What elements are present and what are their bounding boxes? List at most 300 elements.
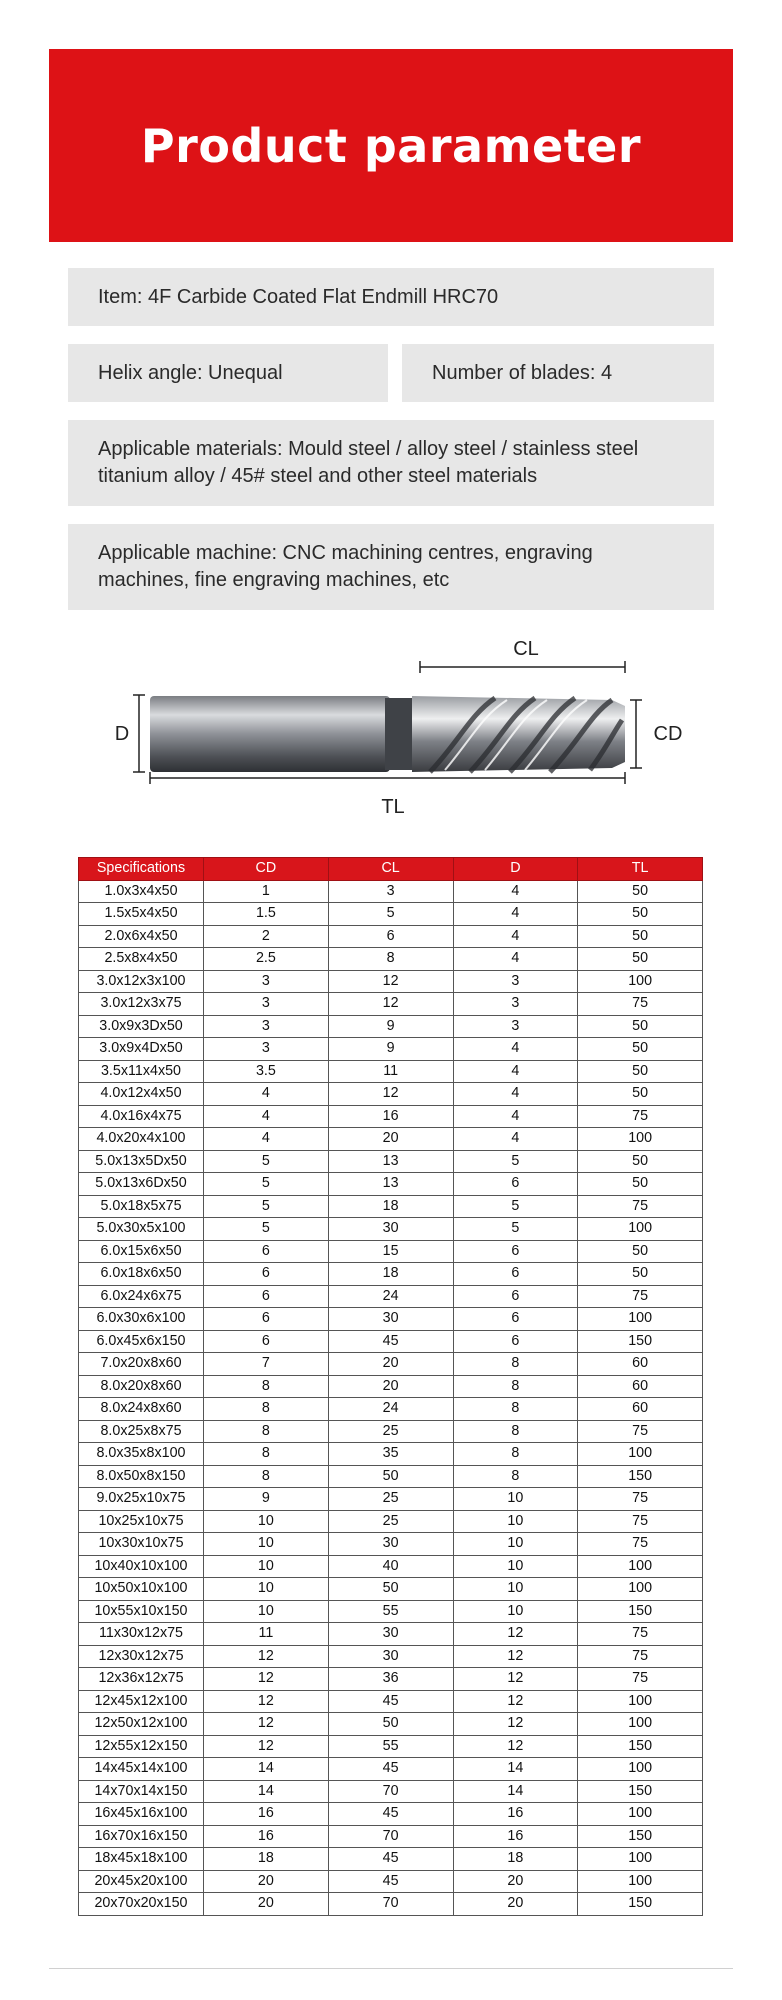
cell-cl: 55 xyxy=(328,1600,453,1623)
cell-tl: 75 xyxy=(578,1510,703,1533)
cell-specification: 8.0x35x8x100 xyxy=(79,1443,204,1466)
cell-specification: 10x25x10x75 xyxy=(79,1510,204,1533)
cell-d: 8 xyxy=(453,1375,578,1398)
header-cl: CL xyxy=(328,858,453,881)
cell-cd: 10 xyxy=(204,1578,329,1601)
cell-tl: 75 xyxy=(578,1105,703,1128)
table-row xyxy=(79,1263,703,1286)
cell-specification: 5.0x13x6Dx50 xyxy=(79,1173,204,1196)
cell-specification: 3.5x11x4x50 xyxy=(79,1060,204,1083)
table-row xyxy=(79,1758,703,1781)
cell-tl: 100 xyxy=(578,1443,703,1466)
item-text: Item: 4F Carbide Coated Flat Endmill HRC70 xyxy=(98,285,499,308)
cell-cl: 45 xyxy=(328,1690,453,1713)
table-row xyxy=(79,1893,703,1916)
cell-specification: 8.0x50x8x150 xyxy=(79,1465,204,1488)
cell-cd: 5 xyxy=(204,1150,329,1173)
cell-d: 4 xyxy=(453,1105,578,1128)
cell-cd: 16 xyxy=(204,1825,329,1848)
cell-cd: 6 xyxy=(204,1330,329,1353)
cell-cl: 45 xyxy=(328,1330,453,1353)
cell-cl: 45 xyxy=(328,1803,453,1826)
cell-cl: 55 xyxy=(328,1735,453,1758)
table-row xyxy=(79,1555,703,1578)
cell-d: 10 xyxy=(453,1533,578,1556)
cell-specification: 2.0x6x4x50 xyxy=(79,925,204,948)
cell-tl: 60 xyxy=(578,1375,703,1398)
cell-tl: 50 xyxy=(578,1263,703,1286)
cell-cl: 13 xyxy=(328,1173,453,1196)
endmill-neck xyxy=(385,698,415,770)
header-cd: CD xyxy=(204,858,329,881)
cell-cl: 25 xyxy=(328,1488,453,1511)
cell-specification: 7.0x20x8x60 xyxy=(79,1353,204,1376)
table-row xyxy=(79,1015,703,1038)
cell-tl: 50 xyxy=(578,1015,703,1038)
cell-tl: 50 xyxy=(578,1083,703,1106)
tl-label: TL xyxy=(381,796,405,818)
table-row xyxy=(79,1510,703,1533)
cell-specification: 20x45x20x100 xyxy=(79,1870,204,1893)
cell-tl: 100 xyxy=(578,1218,703,1241)
table-row xyxy=(79,1780,703,1803)
cell-tl: 150 xyxy=(578,1825,703,1848)
cell-d: 6 xyxy=(453,1173,578,1196)
table-row xyxy=(79,1285,703,1308)
cell-tl: 100 xyxy=(578,1758,703,1781)
cell-cd: 3 xyxy=(204,993,329,1016)
cell-specification: 18x45x18x100 xyxy=(79,1848,204,1871)
cell-specification: 10x40x10x100 xyxy=(79,1555,204,1578)
cell-cd: 4 xyxy=(204,1128,329,1151)
cell-tl: 100 xyxy=(578,1870,703,1893)
cell-tl: 50 xyxy=(578,925,703,948)
cell-cd: 2 xyxy=(204,925,329,948)
cell-specification: 12x55x12x150 xyxy=(79,1735,204,1758)
cell-cd: 11 xyxy=(204,1623,329,1646)
cell-specification: 5.0x13x5Dx50 xyxy=(79,1150,204,1173)
cell-cl: 36 xyxy=(328,1668,453,1691)
cell-tl: 50 xyxy=(578,1173,703,1196)
table-row xyxy=(79,1533,703,1556)
table-row xyxy=(79,1488,703,1511)
cell-specification: 12x30x12x75 xyxy=(79,1645,204,1668)
cell-specification: 12x45x12x100 xyxy=(79,1690,204,1713)
cell-specification: 5.0x30x5x100 xyxy=(79,1218,204,1241)
table-row xyxy=(79,1330,703,1353)
cell-cl: 24 xyxy=(328,1398,453,1421)
cell-tl: 50 xyxy=(578,948,703,971)
cell-d: 4 xyxy=(453,1038,578,1061)
cell-specification: 6.0x45x6x150 xyxy=(79,1330,204,1353)
cell-d: 10 xyxy=(453,1510,578,1533)
cell-cl: 40 xyxy=(328,1555,453,1578)
cell-tl: 50 xyxy=(578,1060,703,1083)
helix-panel xyxy=(68,344,388,402)
cell-cl: 12 xyxy=(328,993,453,1016)
cell-tl: 150 xyxy=(578,1780,703,1803)
cell-cd: 8 xyxy=(204,1465,329,1488)
cell-tl: 75 xyxy=(578,1195,703,1218)
cell-cd: 8 xyxy=(204,1398,329,1421)
cell-d: 5 xyxy=(453,1218,578,1241)
cell-d: 20 xyxy=(453,1893,578,1916)
cell-cl: 12 xyxy=(328,1083,453,1106)
cell-cl: 8 xyxy=(328,948,453,971)
cell-cl: 20 xyxy=(328,1128,453,1151)
cell-tl: 100 xyxy=(578,1578,703,1601)
table-row xyxy=(79,970,703,993)
header-tl: TL xyxy=(578,858,703,881)
cell-cl: 5 xyxy=(328,903,453,926)
cell-tl: 100 xyxy=(578,1848,703,1871)
cell-d: 8 xyxy=(453,1465,578,1488)
blades-count-text: Number of blades: 4 xyxy=(432,361,613,384)
endmill-dimension-diagram xyxy=(0,620,782,840)
cell-cl: 6 xyxy=(328,925,453,948)
cell-specification: 1.0x3x4x50 xyxy=(79,880,204,903)
table-row xyxy=(79,1038,703,1061)
machine-text-line1: Applicable machine: CNC machining centres, engraving xyxy=(98,542,593,564)
cell-cd: 14 xyxy=(204,1780,329,1803)
cell-cl: 30 xyxy=(328,1645,453,1668)
cell-cd: 4 xyxy=(204,1083,329,1106)
cell-d: 4 xyxy=(453,925,578,948)
cell-d: 6 xyxy=(453,1330,578,1353)
header-d: D xyxy=(453,858,578,881)
cell-tl: 75 xyxy=(578,1645,703,1668)
cl-label: CL xyxy=(513,638,539,660)
table-row xyxy=(79,1578,703,1601)
cell-cl: 3 xyxy=(328,880,453,903)
cell-tl: 150 xyxy=(578,1735,703,1758)
table-row xyxy=(79,948,703,971)
cell-specification: 3.0x12x3x75 xyxy=(79,993,204,1016)
cell-d: 4 xyxy=(453,880,578,903)
cell-specification: 10x50x10x100 xyxy=(79,1578,204,1601)
cell-d: 10 xyxy=(453,1600,578,1623)
cell-d: 10 xyxy=(453,1578,578,1601)
cell-cd: 6 xyxy=(204,1240,329,1263)
cell-specification: 9.0x25x10x75 xyxy=(79,1488,204,1511)
cell-d: 12 xyxy=(453,1690,578,1713)
cell-d: 12 xyxy=(453,1668,578,1691)
cell-d: 6 xyxy=(453,1263,578,1286)
page-header-banner xyxy=(49,49,733,242)
cell-d: 4 xyxy=(453,1128,578,1151)
table-row xyxy=(79,1825,703,1848)
cell-d: 4 xyxy=(453,1083,578,1106)
table-row xyxy=(79,1105,703,1128)
specifications-table xyxy=(78,857,703,1916)
cell-cl: 30 xyxy=(328,1623,453,1646)
cell-tl: 75 xyxy=(578,1285,703,1308)
cell-specification: 8.0x20x8x60 xyxy=(79,1375,204,1398)
cell-specification: 4.0x20x4x100 xyxy=(79,1128,204,1151)
cell-cl: 20 xyxy=(328,1375,453,1398)
cell-cl: 30 xyxy=(328,1218,453,1241)
cell-cd: 3.5 xyxy=(204,1060,329,1083)
table-row xyxy=(79,1308,703,1331)
cell-d: 8 xyxy=(453,1420,578,1443)
cell-cl: 18 xyxy=(328,1263,453,1286)
cell-d: 12 xyxy=(453,1623,578,1646)
cell-cl: 50 xyxy=(328,1713,453,1736)
table-row xyxy=(79,1735,703,1758)
cell-specification: 20x70x20x150 xyxy=(79,1893,204,1916)
cell-tl: 75 xyxy=(578,1488,703,1511)
cell-cd: 10 xyxy=(204,1533,329,1556)
cell-cl: 70 xyxy=(328,1825,453,1848)
cell-cd: 7 xyxy=(204,1353,329,1376)
cell-specification: 4.0x16x4x75 xyxy=(79,1105,204,1128)
cell-specification: 5.0x18x5x75 xyxy=(79,1195,204,1218)
cell-specification: 6.0x30x6x100 xyxy=(79,1308,204,1331)
table-row xyxy=(79,1690,703,1713)
cell-specification: 10x55x10x150 xyxy=(79,1600,204,1623)
cell-tl: 50 xyxy=(578,1240,703,1263)
cell-tl: 100 xyxy=(578,1308,703,1331)
d-label: D xyxy=(114,723,130,745)
table-row xyxy=(79,1623,703,1646)
cell-cd: 2.5 xyxy=(204,948,329,971)
cell-cl: 30 xyxy=(328,1308,453,1331)
cell-cl: 25 xyxy=(328,1510,453,1533)
cell-cd: 3 xyxy=(204,1038,329,1061)
cell-cl: 45 xyxy=(328,1848,453,1871)
cell-tl: 75 xyxy=(578,1668,703,1691)
cd-label: CD xyxy=(653,723,683,745)
cell-specification: 3.0x9x3Dx50 xyxy=(79,1015,204,1038)
cell-cd: 1.5 xyxy=(204,903,329,926)
table-row xyxy=(79,1600,703,1623)
cell-cl: 13 xyxy=(328,1150,453,1173)
cell-specification: 12x50x12x100 xyxy=(79,1713,204,1736)
cell-tl: 50 xyxy=(578,1150,703,1173)
cell-cd: 5 xyxy=(204,1218,329,1241)
cell-d: 16 xyxy=(453,1803,578,1826)
cell-cd: 5 xyxy=(204,1195,329,1218)
cell-tl: 100 xyxy=(578,1713,703,1736)
cell-cd: 14 xyxy=(204,1758,329,1781)
cell-d: 20 xyxy=(453,1870,578,1893)
table-row xyxy=(79,1420,703,1443)
table-row xyxy=(79,925,703,948)
table-row xyxy=(79,1060,703,1083)
table-row xyxy=(79,1645,703,1668)
cell-specification: 16x70x16x150 xyxy=(79,1825,204,1848)
cell-cd: 3 xyxy=(204,1015,329,1038)
table-row xyxy=(79,1803,703,1826)
cell-cl: 45 xyxy=(328,1758,453,1781)
blades-panel xyxy=(402,344,714,402)
cell-d: 12 xyxy=(453,1713,578,1736)
cell-specification: 6.0x18x6x50 xyxy=(79,1263,204,1286)
cell-d: 8 xyxy=(453,1398,578,1421)
cell-cl: 9 xyxy=(328,1015,453,1038)
cell-cl: 24 xyxy=(328,1285,453,1308)
cell-d: 6 xyxy=(453,1308,578,1331)
cell-specification: 16x45x16x100 xyxy=(79,1803,204,1826)
cell-tl: 150 xyxy=(578,1465,703,1488)
cell-d: 10 xyxy=(453,1488,578,1511)
machine-text-line2: machines, fine engraving machines, etc xyxy=(98,569,450,591)
table-row xyxy=(79,1848,703,1871)
cell-cd: 20 xyxy=(204,1893,329,1916)
cell-tl: 150 xyxy=(578,1893,703,1916)
cell-d: 3 xyxy=(453,1015,578,1038)
cell-cd: 12 xyxy=(204,1690,329,1713)
cell-specification: 14x70x14x150 xyxy=(79,1780,204,1803)
cell-cd: 8 xyxy=(204,1375,329,1398)
cell-d: 4 xyxy=(453,903,578,926)
cell-d: 5 xyxy=(453,1150,578,1173)
cell-d: 4 xyxy=(453,1060,578,1083)
cell-cl: 18 xyxy=(328,1195,453,1218)
table-row xyxy=(79,1128,703,1151)
cell-tl: 50 xyxy=(578,880,703,903)
cell-cd: 9 xyxy=(204,1488,329,1511)
cell-cl: 25 xyxy=(328,1420,453,1443)
cell-cd: 4 xyxy=(204,1105,329,1128)
cell-d: 8 xyxy=(453,1443,578,1466)
cell-cd: 10 xyxy=(204,1510,329,1533)
table-row xyxy=(79,1195,703,1218)
table-row xyxy=(79,1443,703,1466)
cell-cl: 70 xyxy=(328,1893,453,1916)
d-dimension-line xyxy=(133,695,145,772)
cell-cd: 12 xyxy=(204,1645,329,1668)
cell-cd: 8 xyxy=(204,1420,329,1443)
table-row xyxy=(79,1713,703,1736)
cell-d: 10 xyxy=(453,1555,578,1578)
cell-cl: 50 xyxy=(328,1465,453,1488)
table-row xyxy=(79,880,703,903)
cell-specification: 1.5x5x4x50 xyxy=(79,903,204,926)
cell-cd: 5 xyxy=(204,1173,329,1196)
cell-specification: 2.5x8x4x50 xyxy=(79,948,204,971)
footer-divider xyxy=(49,1968,733,1969)
cell-cl: 12 xyxy=(328,970,453,993)
cell-tl: 100 xyxy=(578,1690,703,1713)
cell-d: 14 xyxy=(453,1758,578,1781)
cell-tl: 150 xyxy=(578,1600,703,1623)
cell-specification: 4.0x12x4x50 xyxy=(79,1083,204,1106)
machine-panel xyxy=(68,524,714,610)
cell-cl: 35 xyxy=(328,1443,453,1466)
cell-d: 16 xyxy=(453,1825,578,1848)
cell-cd: 8 xyxy=(204,1443,329,1466)
cell-d: 8 xyxy=(453,1353,578,1376)
cell-cd: 10 xyxy=(204,1555,329,1578)
cell-tl: 100 xyxy=(578,1555,703,1578)
table-row xyxy=(79,1398,703,1421)
table-row xyxy=(79,1083,703,1106)
cell-specification: 8.0x24x8x60 xyxy=(79,1398,204,1421)
cell-d: 4 xyxy=(453,948,578,971)
materials-text-line1: Applicable materials: Mould steel / alloy steel / stainless steel xyxy=(98,438,639,460)
cell-tl: 60 xyxy=(578,1398,703,1421)
materials-panel xyxy=(68,420,714,506)
cell-d: 6 xyxy=(453,1285,578,1308)
cell-cd: 10 xyxy=(204,1600,329,1623)
cell-specification: 10x30x10x75 xyxy=(79,1533,204,1556)
cell-cl: 20 xyxy=(328,1353,453,1376)
table-row xyxy=(79,1870,703,1893)
cell-d: 3 xyxy=(453,993,578,1016)
cell-cl: 45 xyxy=(328,1870,453,1893)
cell-cd: 1 xyxy=(204,880,329,903)
table-row xyxy=(79,903,703,926)
endmill-shank xyxy=(150,696,390,772)
cell-d: 5 xyxy=(453,1195,578,1218)
page-title: Product parameter xyxy=(140,118,642,173)
helix-angle-text: Helix angle: Unequal xyxy=(98,361,283,384)
table-row xyxy=(79,1465,703,1488)
cell-d: 12 xyxy=(453,1735,578,1758)
cell-cl: 16 xyxy=(328,1105,453,1128)
cell-cl: 30 xyxy=(328,1533,453,1556)
cell-tl: 75 xyxy=(578,1533,703,1556)
cell-tl: 50 xyxy=(578,1038,703,1061)
cell-cd: 20 xyxy=(204,1870,329,1893)
cell-tl: 150 xyxy=(578,1330,703,1353)
cell-cl: 70 xyxy=(328,1780,453,1803)
cell-d: 3 xyxy=(453,970,578,993)
table-row xyxy=(79,993,703,1016)
cell-tl: 100 xyxy=(578,1803,703,1826)
cell-d: 18 xyxy=(453,1848,578,1871)
cell-specification: 12x36x12x75 xyxy=(79,1668,204,1691)
cell-specification: 3.0x12x3x100 xyxy=(79,970,204,993)
table-row xyxy=(79,1240,703,1263)
table-header-row xyxy=(79,858,703,881)
cell-tl: 50 xyxy=(578,903,703,926)
cell-tl: 75 xyxy=(578,1623,703,1646)
cell-specification: 11x30x12x75 xyxy=(79,1623,204,1646)
tl-dimension-line xyxy=(150,772,625,784)
cell-tl: 75 xyxy=(578,1420,703,1443)
cell-specification: 6.0x15x6x50 xyxy=(79,1240,204,1263)
item-panel xyxy=(68,268,714,326)
table-row xyxy=(79,1218,703,1241)
cell-tl: 100 xyxy=(578,970,703,993)
cd-dimension-line xyxy=(630,700,642,768)
cell-specification: 8.0x25x8x75 xyxy=(79,1420,204,1443)
cell-d: 12 xyxy=(453,1645,578,1668)
cell-cl: 11 xyxy=(328,1060,453,1083)
table-row xyxy=(79,1150,703,1173)
cl-dimension-line xyxy=(420,661,625,673)
cell-specification: 3.0x9x4Dx50 xyxy=(79,1038,204,1061)
cell-specification: 14x45x14x100 xyxy=(79,1758,204,1781)
cell-cd: 6 xyxy=(204,1308,329,1331)
cell-tl: 100 xyxy=(578,1128,703,1151)
table-row xyxy=(79,1173,703,1196)
cell-cl: 50 xyxy=(328,1578,453,1601)
cell-specification: 6.0x24x6x75 xyxy=(79,1285,204,1308)
table-row xyxy=(79,1353,703,1376)
table-row xyxy=(79,1375,703,1398)
cell-tl: 60 xyxy=(578,1353,703,1376)
cell-cd: 16 xyxy=(204,1803,329,1826)
cell-cl: 9 xyxy=(328,1038,453,1061)
header-specifications: Specifications xyxy=(79,858,204,881)
cell-d: 14 xyxy=(453,1780,578,1803)
cell-cd: 12 xyxy=(204,1735,329,1758)
cell-cd: 18 xyxy=(204,1848,329,1871)
cell-cd: 3 xyxy=(204,970,329,993)
